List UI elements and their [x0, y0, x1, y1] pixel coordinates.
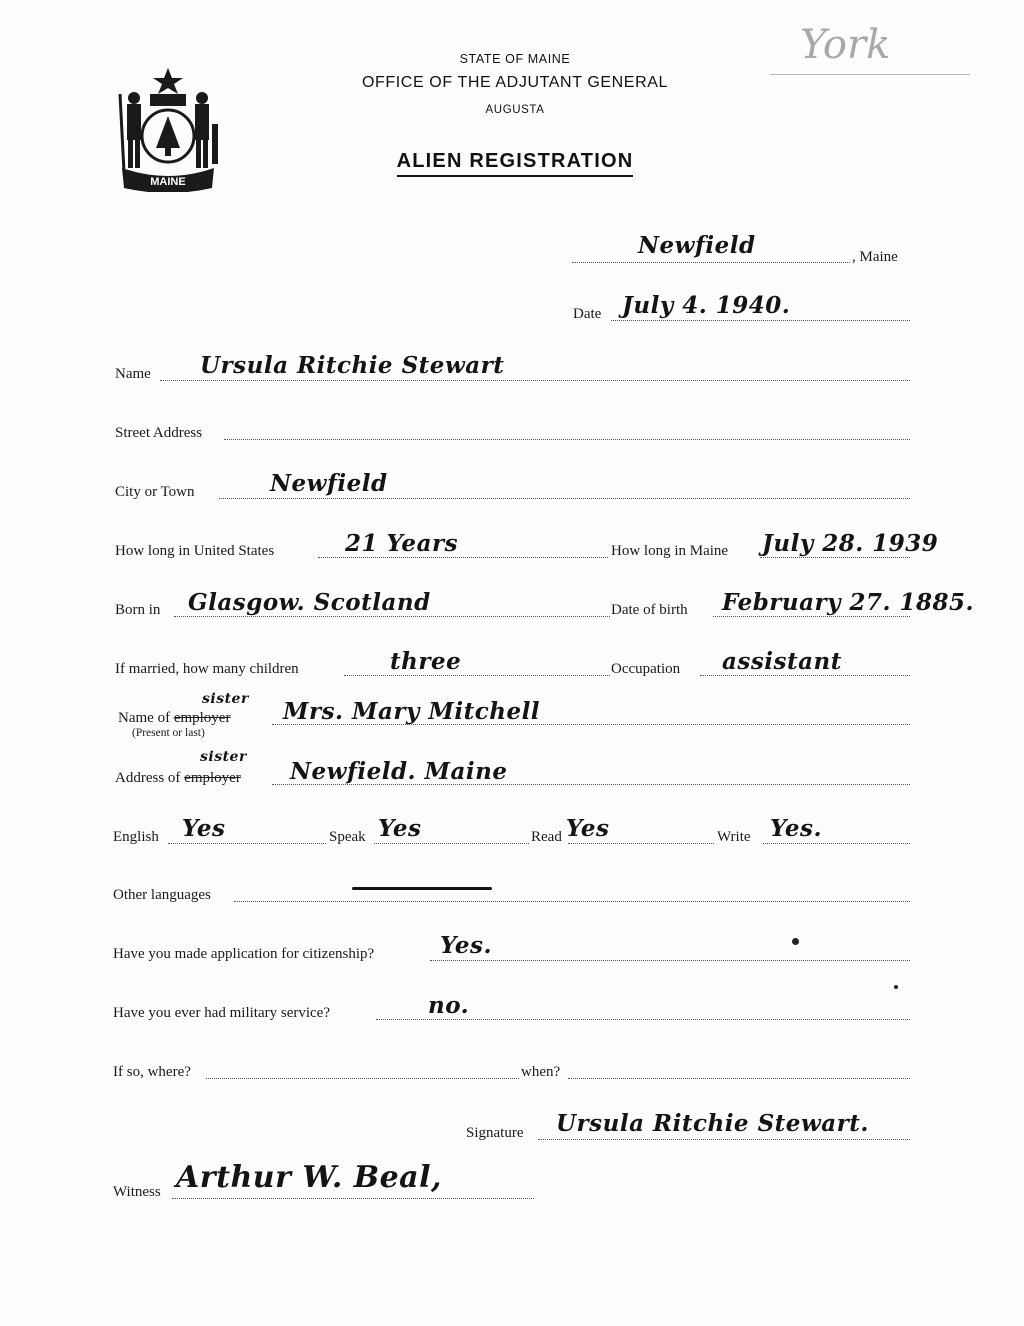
employer-name-sublabel: (Present or last) — [132, 727, 205, 739]
street-label: Street Address — [115, 425, 203, 441]
children-label: If married, how many children — [115, 661, 299, 677]
city-label: City or Town — [115, 484, 195, 500]
ink-speck — [894, 985, 898, 989]
employer-name-value: Mrs. Mary Mitchell — [283, 698, 541, 725]
employer-name-correction: sister — [202, 691, 249, 707]
military-label: Have you ever had military service? — [113, 1005, 330, 1021]
occupation-line — [700, 675, 910, 676]
witness-line — [172, 1198, 534, 1199]
applicant-signature: Ursula Ritchie Stewart. — [556, 1110, 869, 1137]
witness-label: Witness — [113, 1184, 161, 1200]
citizenship-label: Have you made application for citizenship? — [113, 946, 375, 962]
employer-address-label: Address of employer — [115, 770, 241, 786]
read-line — [568, 843, 714, 844]
english-line — [168, 843, 326, 844]
birthplace-line — [174, 616, 610, 617]
header-city: AUGUSTA — [485, 104, 545, 116]
dob-line — [713, 616, 910, 617]
witness-signature: Arthur W. Beal, — [176, 1160, 442, 1195]
children-value: three — [390, 648, 462, 675]
service-when-label: when? — [521, 1064, 561, 1080]
place-field-line — [572, 262, 850, 263]
name-value: Ursula Ritchie Stewart — [200, 352, 505, 379]
place-value: Newfield — [638, 232, 756, 259]
write-label: Write — [717, 829, 751, 845]
occupation-label: Occupation — [611, 661, 681, 677]
maine-duration-label: How long in Maine — [611, 543, 729, 559]
svg-text:MAINE: MAINE — [150, 176, 186, 188]
county-annotation-line — [770, 74, 970, 75]
maine-duration-line — [760, 557, 910, 558]
header-office: OFFICE OF THE ADJUTANT GENERAL — [361, 74, 669, 91]
other-languages-line — [234, 901, 910, 902]
read-value: Yes — [566, 815, 610, 842]
employer-address-correction: sister — [200, 749, 247, 765]
name-label: Name — [115, 366, 151, 382]
ink-speck — [792, 938, 799, 945]
form-title: ALIEN REGISTRATION — [0, 150, 1024, 173]
english-value: Yes — [182, 815, 226, 842]
signature-label: Signature — [466, 1125, 524, 1141]
employer-struck-word: employer — [173, 710, 231, 726]
city-field-line — [219, 498, 910, 499]
service-where-label: If so, where? — [113, 1064, 191, 1080]
employer-address-value: Newfield. Maine — [290, 758, 508, 785]
other-languages-dash — [352, 887, 492, 890]
date-label: Date — [573, 306, 602, 322]
header-state: STATE OF MAINE — [459, 52, 571, 66]
place-suffix: , Maine — [852, 249, 898, 265]
service-where-line — [206, 1078, 519, 1079]
other-languages-label: Other languages — [113, 887, 211, 903]
date-value: July 4. 1940. — [622, 292, 791, 319]
maine-duration-value: July 28. 1939 — [762, 530, 939, 557]
occupation-value: assistant — [722, 648, 842, 675]
street-field-line — [224, 439, 910, 440]
date-field-line — [611, 320, 910, 321]
birthplace-label: Born in — [115, 602, 161, 618]
service-when-line — [568, 1078, 910, 1079]
county-annotation: York — [800, 22, 891, 68]
us-duration-value: 21 Years — [345, 530, 459, 557]
citizenship-value: Yes. — [440, 932, 493, 959]
write-line — [763, 843, 910, 844]
speak-line — [374, 843, 529, 844]
name-field-line — [160, 380, 910, 381]
birthplace-value: Glasgow. Scotland — [188, 589, 431, 616]
dob-label: Date of birth — [611, 602, 688, 618]
military-line — [376, 1019, 910, 1020]
read-label: Read — [531, 829, 562, 845]
children-line — [344, 675, 610, 676]
citizenship-line — [430, 960, 910, 961]
us-duration-line — [318, 557, 608, 558]
signature-line — [538, 1139, 910, 1140]
speak-value: Yes — [378, 815, 422, 842]
write-value: Yes. — [770, 815, 823, 842]
city-value: Newfield — [270, 470, 388, 497]
military-value: no. — [428, 992, 470, 1019]
us-duration-label: How long in United States — [115, 543, 275, 559]
english-label: English — [113, 829, 159, 845]
dob-value: February 27. 1885. — [722, 589, 975, 616]
employer-name-label: Name of employer — [118, 710, 231, 726]
speak-label: Speak — [329, 829, 366, 845]
employer-address-struck-word: employer — [184, 770, 241, 786]
